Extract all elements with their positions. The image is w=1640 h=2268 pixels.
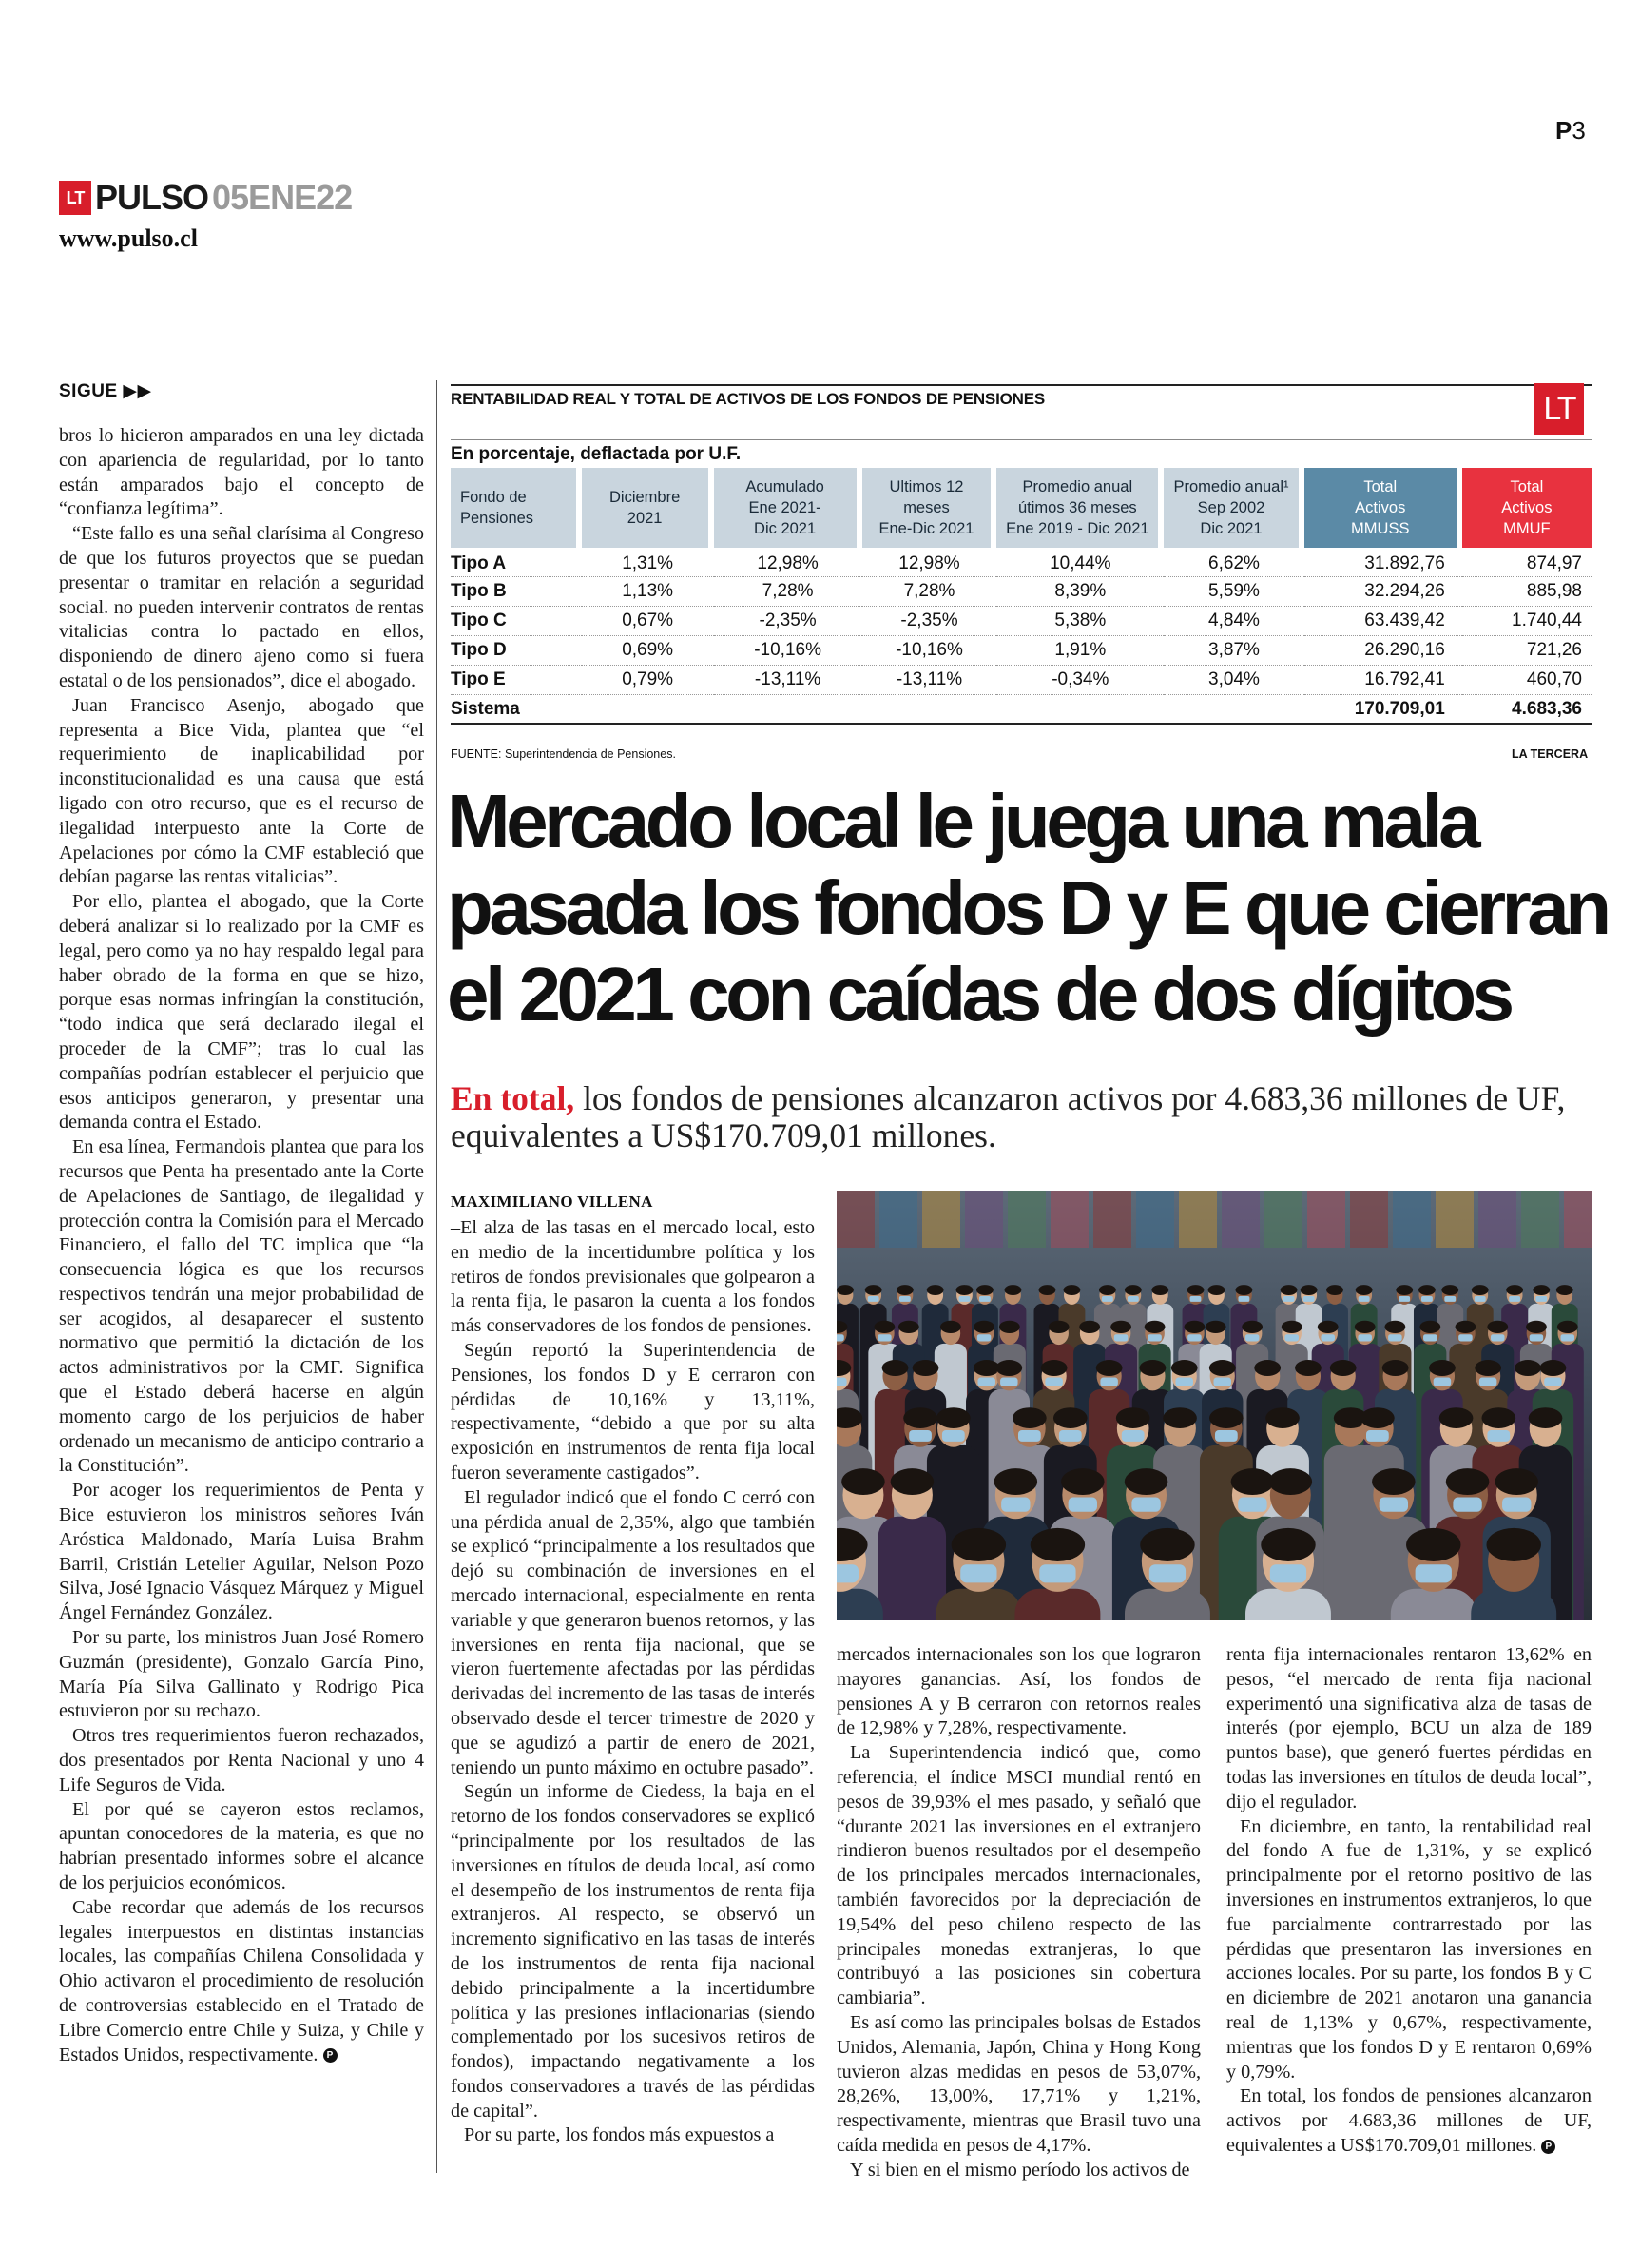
- table-cell: [714, 695, 862, 725]
- paragraph: [1226, 1815, 1592, 2085]
- table-cell: 12,98%: [714, 548, 862, 577]
- paragraph-text: Por acoger los requerimientos de Penta y Bice estuvieron los ministros señores Iván Aróstica Maldonado, María Luisa Brahm Barril, Cristián Letelier Aguilar, Nelson Pozo Silva, José Ignacio Vásquez Márquez y Miguel Ángel Fernández González.: [59, 1480, 424, 1624]
- table-row: [451, 577, 1592, 607]
- paragraph-text: mercados internacionales son los que lograron mayores ganancias. Así, los fondos de pensiones A y B cerraron con retornos reales de 12,98% y 7,28%, respectivamente.: [837, 1644, 1201, 1739]
- table-header-cell: [862, 468, 997, 548]
- table-cell: 0,67%: [582, 607, 714, 636]
- paragraph-text: Por su parte, los fondos más expuestos a: [464, 2124, 775, 2146]
- table-row: [451, 666, 1592, 695]
- table-cell: 460,70: [1462, 666, 1592, 695]
- header-line: Dic 2021: [1200, 520, 1263, 537]
- header-line: Total: [1363, 478, 1398, 495]
- byline: MAXIMILIANO VILLENA: [451, 1192, 653, 1211]
- paragraph-text: En total, los fondos de pensiones alcanzaron activos por 4.683,36 millones de UF, equivalentes a US$170.709,01 millones.: [1226, 2085, 1592, 2156]
- table-cell: 4.683,36: [1462, 695, 1592, 725]
- table-cell: -2,35%: [714, 607, 862, 636]
- paragraph: [59, 1724, 424, 1797]
- table-row: [451, 636, 1592, 666]
- header-line: Acumulado: [745, 478, 824, 495]
- table-cell: [1164, 695, 1303, 725]
- continued-label: SIGUE ▶▶: [59, 381, 152, 401]
- paragraph: [451, 1216, 815, 1339]
- page-number: P3: [1555, 116, 1586, 145]
- paragraph: [837, 1643, 1201, 1741]
- table-header-cell: [582, 468, 714, 548]
- table-cell: Sistema: [451, 695, 582, 725]
- article-column-1: [451, 1216, 815, 2148]
- paragraph-text: Por su parte, los ministros Juan José Romero Guzmán (presidente), Gonzalo García Pino, María Pía Silva Gallinato y Rodrigo Pica estuvieron por su rechazo.: [59, 1627, 424, 1722]
- table-header-cell: [714, 468, 862, 548]
- table-credit: LA TERCERA: [1512, 747, 1589, 761]
- table-cell: 8,39%: [996, 577, 1164, 607]
- table-header-cell: [451, 468, 582, 548]
- pension-funds-table: [451, 468, 1592, 725]
- table-cell: 7,28%: [714, 577, 862, 607]
- table-cell: [862, 695, 997, 725]
- table-cell: 5,38%: [996, 607, 1164, 636]
- table-cell: 10,44%: [996, 548, 1164, 577]
- paragraph: [451, 1486, 815, 1781]
- paragraph: [837, 2011, 1201, 2159]
- article-column-3: [1226, 1643, 1592, 2159]
- paragraph-text: El por qué se cayeron estos reclamos, apuntan conocedores de la materia, es que no habrían presentado informes sobre el alcance de los perjuicios económicos.: [59, 1798, 424, 1894]
- table-cell: 0,69%: [582, 636, 714, 666]
- table-top-rule: [451, 384, 1592, 386]
- header-line: Ene 2021-: [748, 499, 821, 516]
- header-line: Ultimos 12: [889, 478, 964, 495]
- table-body: [451, 548, 1592, 725]
- table-cell: 885,98: [1462, 577, 1592, 607]
- table-cell: 1.740,44: [1462, 607, 1592, 636]
- table-cell: [996, 695, 1164, 725]
- left-column-text: [59, 424, 424, 2067]
- table-cell: 16.792,41: [1304, 666, 1462, 695]
- paragraph: [59, 522, 424, 694]
- edition-date: 05ENE22: [212, 178, 353, 217]
- table-subtitle: En porcentaje, deflactada por U.F.: [451, 444, 742, 464]
- header-line: Fondo de: [460, 489, 527, 506]
- header-line: Total: [1510, 478, 1544, 495]
- table-cell: 1,13%: [582, 577, 714, 607]
- end-mark-icon: P: [323, 2048, 338, 2063]
- paragraph-text: Juan Francisco Asenjo, abogado que representa a Bice Vida, plantea que “el requerimiento de inaplicabilidad por inconstitucionalidad es una causa que está ligado con otro recurso, que es el recurso de ilegalidad interpuesto ante la Corte de Apelaciones por cómo la CMF estableció que debían pagarse las rentas vitalicias”.: [59, 694, 424, 888]
- table-cell: 26.290,16: [1304, 636, 1462, 666]
- table-source: FUENTE: Superintendencia de Pensiones.: [451, 747, 676, 761]
- paragraph-text: Por ello, plantea el abogado, que la Corte deberá analizar si lo realizado por la CMF es legal, pero como ya no hay respaldo legal para haber obrado de la forma en que se hizo, porque esas normas infringían la constitución, “todo indica que será declarado ilegal el proceder de la CMF”; tras lo cual las compañías podrían establecer el perjuicio que esos anticipos generaron, y presentar una demanda contra el Estado.: [59, 891, 424, 1134]
- header-line: meses: [903, 499, 950, 516]
- paragraph: [451, 1339, 815, 1486]
- paragraph-text: bros lo hicieron amparados en una ley dictada con apariencia de regularidad, por lo tanto están amparados bajo el concepto de “confianza legítima”.: [59, 425, 424, 520]
- paragraph: [451, 2123, 815, 2148]
- table-total-row: [451, 695, 1592, 725]
- table-cell: 7,28%: [862, 577, 997, 607]
- table-title-rule: [451, 439, 1592, 440]
- paragraph: [59, 1479, 424, 1626]
- header-line: MMUF: [1503, 520, 1551, 537]
- table-cell: 3,87%: [1164, 636, 1303, 666]
- header-line: Sep 2002: [1197, 499, 1265, 516]
- paragraph-text: En esa línea, Fermandois plantea que para los recursos que Penta ha presentado ante la Corte de Apelaciones de Santiago, de ilegalidad y protección contra la Comisión para el Mercado Financiero, el fallo del TC implica que “la consecuencia lógica es que los recursos respectivos tendrán una mejor probabilidad de ser acogidos, al desaparecer el sustento normativo que permitió la dictación de los actos administrativos por la CMF. Significa que el Estado deberá hacerse en algún momento cargo de los perjuicios de haber ordenado un mecanismo de anticipo contrario a la Constitución”.: [59, 1136, 424, 1477]
- table-cell: Tipo B: [451, 577, 582, 607]
- table-cell: 12,98%: [862, 548, 997, 577]
- table-cell: -13,11%: [714, 666, 862, 695]
- header-line: Ene-Dic 2021: [878, 520, 974, 537]
- table-title: RENTABILIDAD REAL Y TOTAL DE ACTIVOS DE LOS FONDOS DE PENSIONES: [451, 390, 1045, 408]
- table-cell: 721,26: [1462, 636, 1592, 666]
- table-cell: -2,35%: [862, 607, 997, 636]
- crowd-photo-icon: [837, 1191, 1592, 1620]
- table-cell: 1,31%: [582, 548, 714, 577]
- table-cell: Tipo E: [451, 666, 582, 695]
- paragraph: [59, 1896, 424, 2068]
- table-header-cell: [1164, 468, 1303, 548]
- paragraph-text: renta fija internacionales rentaron 13,62% en pesos, “el mercado de renta fija nacional experimentó una significativa alza de tasas de interés (por ejemplo, BCU un alza de 189 puntos base), que generó fuertes pérdidas en todas las inversiones en títulos de deuda local”, dijo el regulador.: [1226, 1644, 1592, 1812]
- paragraph-text: Según un informe de Ciedess, la baja en el retorno de los fondos conservadores se explicó “principalmente por los resultados de las inversiones en títulos de deuda local, así como el desempeño de los instrumentos de renta fija extranjeros. Al respecto, se observó un incremento significativo en las tasas de interés de los instrumentos de renta fija nacional debido principalmente a la incertidumbre política y las presiones inflacionarias (siendo complementado por los sucesivos retiros de fondos), impactando negativamente a los fondos conservadores a través de las pérdidas de capital”.: [451, 1781, 815, 2122]
- table-header-row: [451, 468, 1592, 548]
- paragraph-text: La Superintendencia indicó que, como referencia, el índice MSCI mundial rentó en pesos de 39,93% el mes pasado, y señaló que “durante 2021 las inversiones en el extranjero rindieron buenos resultados por el desempeño de los principales mercados internacionales, también favorecidos por la depreciación de 19,54% del peso chileno respecto de las principales monedas extranjeras, lo que contribuyó a las posiciones sin cobertura cambiaria”.: [837, 1742, 1201, 2009]
- paragraph-text: El regulador indicó que el fondo C cerró con una pérdida anual de 2,35%, algo que también se explicó “principalmente a los resultados que dejó su combinación de inversiones en el mercado internacional, especialmente en renta variable y que generaron buenos retornos, y las inversiones en renta fija nacional, que se vieron fuertemente afectadas por las pérdidas derivadas del incremento de las tasas de interés observado desde el tercer trimestre de 2020 y que se agudizó a partir de enero de 2021, teniendo un punto máximo en octubre pasado”.: [451, 1486, 815, 1778]
- table-header-cell: [996, 468, 1164, 548]
- table-header-cell: [1304, 468, 1462, 548]
- table-cell: 3,04%: [1164, 666, 1303, 695]
- header-line: MMUSS: [1351, 520, 1410, 537]
- paragraph: [1226, 2084, 1592, 2158]
- paragraph-text: Es así como las principales bolsas de Estados Unidos, Alemania, Japón, China y Hong Kong tuvieron alzas medidas en pesos de 53,07%, 28,26%, 13,00%, 17,71% y 1,21%, respectivamente, mientras que Brasil tuvo una caída medida en pesos de 4,17%.: [837, 2011, 1201, 2156]
- header-line: Activos: [1355, 499, 1406, 516]
- paragraph: [59, 694, 424, 890]
- paragraph: [59, 1626, 424, 1724]
- lead-highlight: En total,: [451, 1079, 575, 1117]
- website-link[interactable]: www.pulso.cl: [59, 224, 198, 252]
- paragraph: [837, 2159, 1201, 2183]
- header-line: Dic 2021: [754, 520, 817, 537]
- header-line: Activos: [1501, 499, 1553, 516]
- table-cell: 874,97: [1462, 548, 1592, 577]
- headline: Mercado local le juega una mala pasada los fondos D y E que cierran el 2021 con caídas de dos dígitos: [447, 779, 1608, 1037]
- paragraph-text: Otros tres requerimientos fueron rechazados, dos presentados por Renta Nacional y uno 4 Life Seguros de Vida.: [59, 1725, 424, 1795]
- header-line: Promedio anual¹: [1173, 478, 1289, 495]
- crowd-photo: [837, 1191, 1592, 1620]
- lead-text: los fondos de pensiones alcanzaron activos por 4.683,36 millones de UF, equivalentes a US$170.709,01 millones.: [451, 1079, 1566, 1154]
- table-cell: 5,59%: [1164, 577, 1303, 607]
- table-header-cell: [1462, 468, 1592, 548]
- brand-name: PULSO: [95, 178, 209, 217]
- la-tercera-logo: LT: [1534, 383, 1584, 435]
- paragraph-text: –El alza de las tasas en el mercado local, esto en medio de la incertidumbre política y los retiros de fondos previsionales que golpearon a la renta fija, le pasaron la cuenta a los fondos más conservadores de los fondos de pensiones.: [451, 1217, 815, 1337]
- header-line: útimos 36 meses: [1017, 499, 1137, 516]
- paragraph-text: Y si bien en el mismo período los activos de: [850, 2159, 1190, 2181]
- table-cell: 0,79%: [582, 666, 714, 695]
- table-cell: 1,91%: [996, 636, 1164, 666]
- masthead: [59, 179, 352, 217]
- header-line: Pensiones: [460, 510, 534, 527]
- table-cell: 32.294,26: [1304, 577, 1462, 607]
- paragraph-text: En diciembre, en tanto, la rentabilidad real del fondo A fue de 1,31%, y se explicó principalmente por el retorno positivo de las inversiones en instrumentos extranjeros, lo que fue parcialmente contrarrestado por las pérdidas que presentaron las inversiones en acciones locales. Por su parte, los fondos B y C en diciembre de 2021 anotaron una ganancia real de 1,13% y 0,67%, respectivamente, mientras que los fondos D y E rentaron 0,69% y 0,79%.: [1226, 1815, 1592, 2083]
- paragraph-text: “Este fallo es una señal clarísima al Congreso de que los futuros proyectos que se puedan presentar o tramitar en relación a seguridad social. no pueden intervenir contratos de rentas vitalicias contra lo pactado en ellos, disponiendo de dinero ajeno como si fuera estatal o de los pensionados”, dice el abogado.: [59, 523, 424, 691]
- paragraph: [59, 424, 424, 522]
- paragraph: [451, 1780, 815, 2123]
- header-line: Diciembre: [608, 489, 681, 506]
- table-cell: 63.439,42: [1304, 607, 1462, 636]
- table-cell: 31.892,76: [1304, 548, 1462, 577]
- table-cell: Tipo C: [451, 607, 582, 636]
- table-cell: -0,34%: [996, 666, 1164, 695]
- paragraph: [59, 1798, 424, 1896]
- end-mark-icon: P: [1541, 2140, 1555, 2154]
- paragraph: [59, 890, 424, 1135]
- paragraph-text: Según reportó la Superintendencia de Pensiones, los fondos D y E cerraron con pérdidas de 10,16% y 13,11%, respectivamente, “debido a que por su alta exposición en instrumentos de renta fija local fueron severamente castigados”.: [451, 1339, 815, 1483]
- column-divider: [436, 380, 437, 2173]
- table-cell: -10,16%: [862, 636, 997, 666]
- paragraph: [1226, 1643, 1592, 1815]
- paragraph: [837, 1741, 1201, 2011]
- table-cell: 4,84%: [1164, 607, 1303, 636]
- lead-paragraph: [451, 1080, 1592, 1154]
- table-cell: [582, 695, 714, 725]
- header-line: Ene 2019 - Dic 2021: [1006, 520, 1149, 537]
- table-cell: -13,11%: [862, 666, 997, 695]
- table-cell: 170.709,01: [1304, 695, 1462, 725]
- lt-logo: LT: [59, 181, 91, 215]
- article-column-2: [837, 1643, 1201, 2183]
- table-row: [451, 607, 1592, 636]
- table-row: [451, 548, 1592, 577]
- table-cell: -10,16%: [714, 636, 862, 666]
- paragraph-text: Cabe recordar que además de los recursos legales interpuestos en distintas instancias locales, las compañías Chilena Consolidada y Ohio activaron el procedimiento de resolución de controversias establecido en el Tratado de Libre Comercio entre Chile y Suiza, y Chile y Estados Unidos, respectivamente.: [59, 1896, 424, 2065]
- header-line: Promedio anual: [1022, 478, 1133, 495]
- table-cell: 6,62%: [1164, 548, 1303, 577]
- table-cell: Tipo D: [451, 636, 582, 666]
- paragraph: [59, 1135, 424, 1479]
- table-cell: Tipo A: [451, 548, 582, 577]
- header-line: 2021: [627, 510, 663, 527]
